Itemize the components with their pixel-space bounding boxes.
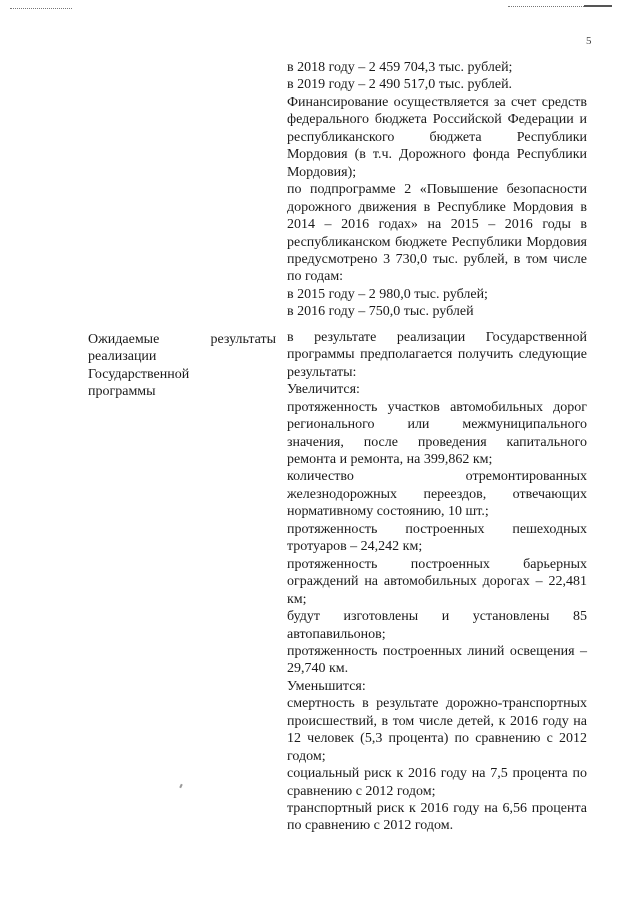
funding-source-paragraph: Финансирование осуществляется за счет средств федерального бюджета Российской Федерации и республиканского бюджета Республики Мордовия (в т.ч. Дорожного фонда Республики Мордовия); (287, 94, 587, 180)
decrease-heading: Уменьшится: (287, 678, 366, 694)
result-lighting-lines: протяженность построенных линий освещения – 29,740 км. (287, 643, 587, 677)
result-transport-risk: транспортный риск к 2016 году на 6,56 процента по сравнению с 2012 годом. (287, 801, 587, 834)
left-column-label (88, 331, 276, 401)
funding-2016: в 2016 году – 750,0 тыс. рублей (287, 304, 474, 320)
result-railway-crossings: количество отремонтированных железнодорожных переездов, отвечающих нормативному состоянию, 10 шт.; (287, 469, 587, 520)
increase-heading: Увеличится: (287, 382, 360, 398)
section-gap (287, 321, 587, 329)
scan-artifact-top-left (10, 8, 72, 10)
label-line-1: Ожидаемые результаты (88, 332, 276, 347)
funding-2018: в 2018 году – 2 459 704,3 тыс. рублей; (287, 60, 513, 75)
result-bus-pavilions: будут изготовлены и установлены 85 автопавильонов; (287, 609, 587, 642)
funding-2015: в 2015 году – 2 980,0 тыс. рублей; (287, 286, 488, 302)
result-sidewalks: протяженность построенных пешеходных тротуаров – 24,242 км; (287, 521, 587, 555)
right-column-content (287, 59, 587, 835)
result-social-risk: социальный риск к 2016 году на 7,5 процента по сравнению с 2012 годом; (287, 766, 587, 799)
scan-artifact-top-right-bold (584, 5, 612, 8)
result-roads-length: протяженность участков автомобильных дорог регионального или межмуниципального значения, после проведения капитального ремонта и ремонта, на 399,862 км; (287, 399, 587, 467)
subprogram-2-paragraph: по подпрограмме 2 «Повышение безопасности дорожного движения в Республике Мордовия в 2014 – 2016 годах» на 2015 – 2016 годы в республиканском бюджете Республики Мордовия предусмотрено 3 730,0 тыс. рублей, в том числе по годам: (287, 182, 587, 285)
page-number: 5 (586, 35, 592, 47)
result-mortality: смертность в результате дорожно-транспортных происшествий, в том числе детей, к 2016 году на 12 человек (5,3 процента) по сравнению с 2012 годом; (287, 696, 587, 764)
result-barriers: протяженность построенных барьерных ограждений на автомобильных дорогах – 22,481 км; (287, 556, 587, 607)
scan-speck (179, 784, 183, 788)
label-rest: реализации Государственной программы (88, 349, 190, 400)
funding-2019: в 2019 году – 2 490 517,0 тыс. рублей. (287, 77, 513, 93)
results-intro: в результате реализации Государственной программы предполагается получить следующие результаты: (287, 329, 587, 380)
